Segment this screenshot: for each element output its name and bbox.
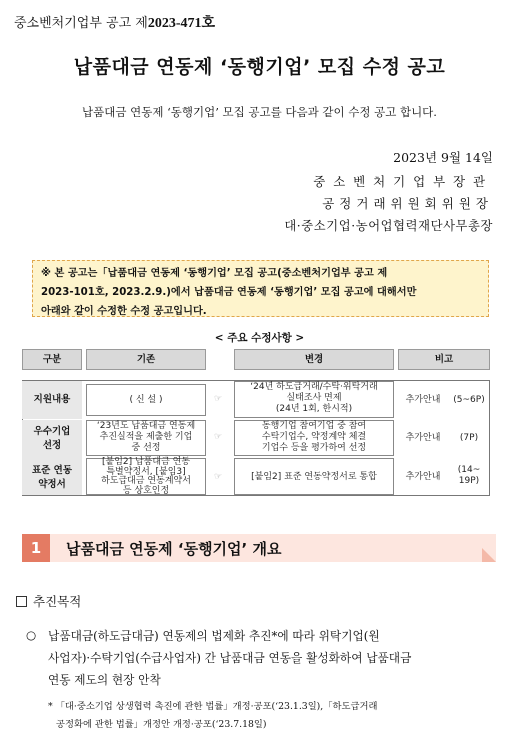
row-2-category-line-1: 우수기업 <box>33 426 71 437</box>
intro-text: 납품대금 연동제 ‘동행기업’ 모집 공고를 다음과 같이 수정 공고 합니다. <box>82 105 437 119</box>
row-3-before-line-4: 등 상호인정 <box>122 485 170 496</box>
row-2-after <box>234 421 394 454</box>
row-1-after-line-3: (24년 1회, 한시적) <box>275 404 353 414</box>
row-2-category-line-2: 선정 <box>42 440 62 451</box>
footnote-line-2: 공정화에 관한 법률」개정안 개정·공포(‘23.7.18일) <box>56 719 267 730</box>
notice-line-1: ※ 본 공고는「납품대금 연동제 ‘동행기업’ 모집 공고(중소벤처기업부 공고 제 <box>41 268 388 279</box>
row-2-after-line-3: 기업수 등을 평가하여 선정 <box>261 443 367 453</box>
table-header-after: 변경 <box>234 349 394 370</box>
purpose-heading-text: 추진목적 <box>33 594 82 609</box>
row-2-before-line-2: 추진실적을 제출한 기업 <box>99 432 193 442</box>
row-3-category-line-2: 약정서 <box>38 479 66 490</box>
purpose-line-3: 연동 제도의 현장 안착 <box>48 673 161 687</box>
row-3-note-page-line-1: (14~ <box>457 465 481 475</box>
row-2-category <box>22 420 82 458</box>
row-2-after-line-2: 수탁기업수, 약정계약 체결 <box>261 432 367 442</box>
row-3-category-line-1: 표준 연동 <box>31 465 72 476</box>
row-1-before: ( 신 설 ) <box>129 395 163 405</box>
row-3-note-label: 추가안내 <box>405 472 441 482</box>
row-1-after <box>234 382 394 415</box>
row-3-before <box>86 458 206 496</box>
row-1-arrow-icon: ☞ <box>214 394 223 404</box>
row-1-after-line-1: ‘24년 하도급거래/수탁·위탁거래 <box>250 382 378 392</box>
row-3-before-line-1: [붙임2] 납품대금 연동 <box>101 457 191 467</box>
row-1-note-page: (5~6P) <box>453 395 485 405</box>
row-1-category-text: 지원내용 <box>33 394 71 405</box>
section-title: 납품대금 연동제 ‘동행기업’ 개요 <box>66 540 282 558</box>
issuer-1: 중소벤처기업부장관 <box>313 174 493 189</box>
row-3-arrow-icon: ☞ <box>214 472 223 482</box>
row-2-before-line-3: 중 선정 <box>131 443 161 453</box>
doc-number-value: 2023-471호 <box>147 16 216 31</box>
row-3-note-page <box>450 465 488 487</box>
changes-caption: < 주요 수정사항 > <box>214 332 305 344</box>
notice-line-2: 2023-101호, 2023.2.9.)에서 납품대금 연동제 ‘동행기업’ 모집 공고에 대해서만 <box>41 287 417 298</box>
table-header-note: 비고 <box>398 349 490 370</box>
table-header-before: 기존 <box>86 349 206 370</box>
row-3-after: [붙임2] 표준 연동약정서로 통합 <box>251 472 377 482</box>
notice-line-3: 아래와 같이 수정한 수정 공고입니다. <box>41 306 207 317</box>
row-2-note-label: 추가안내 <box>405 433 441 443</box>
square-bullet-icon <box>16 596 27 607</box>
purpose-heading <box>16 592 81 610</box>
table-header-category: 구분 <box>22 349 82 370</box>
purpose-line-2: 사업자)·수탁기업(수급사업자) 간 납품대금 연동을 활성화하여 납품대금 <box>48 651 412 665</box>
row-3-note-page-line-2: 19P) <box>458 476 480 486</box>
page-title: 납품대금 연동제 ‘동행기업’ 모집 수정 공고 <box>73 56 446 78</box>
row-1-after-line-2: 실태조사 면제 <box>286 393 342 403</box>
section-header-fold <box>482 548 496 562</box>
row-3-before-line-3: 하도급대금 연동계약서 <box>101 476 191 486</box>
row-2-before <box>86 421 206 454</box>
doc-number-prefix: 중소벤처기업부 공고 제 <box>14 16 148 31</box>
row-3-category <box>22 458 82 495</box>
row-3-before-line-2: 특별약정서, [붙임3] <box>106 466 186 477</box>
row-2-before-line-1: ‘23년도 납품대금 연동제 <box>96 421 196 431</box>
issuer-3: 대·중소기업·농어업협력재단사무총장 <box>284 219 493 233</box>
section-number: 1 <box>22 534 50 562</box>
row-1-note-label: 추가안내 <box>405 395 441 405</box>
row-1-category <box>22 381 82 419</box>
row-2-note-page: (7P) <box>459 433 479 443</box>
footnote-line-1: * 「대·중소기업 상생협력 촉진에 관한 법률」개정·공포(‘23.1.3일),「하도급거래 <box>48 701 378 712</box>
document-number <box>14 12 215 32</box>
notice-box <box>32 260 489 317</box>
purpose-line-1: 납품대금(하도급대금) 연동제의 법제화 추진*에 따라 위탁기업(원 <box>48 629 380 643</box>
circle-bullet-icon: ○ <box>26 628 37 642</box>
announcement-date: 2023년 9월 14일 <box>393 150 493 165</box>
row-2-arrow-icon: ☞ <box>214 432 223 442</box>
row-2-after-line-1: 동행기업 참여기업 중 참여 <box>261 421 367 431</box>
issuer-2: 공정거래위원회위원장 <box>322 196 493 211</box>
